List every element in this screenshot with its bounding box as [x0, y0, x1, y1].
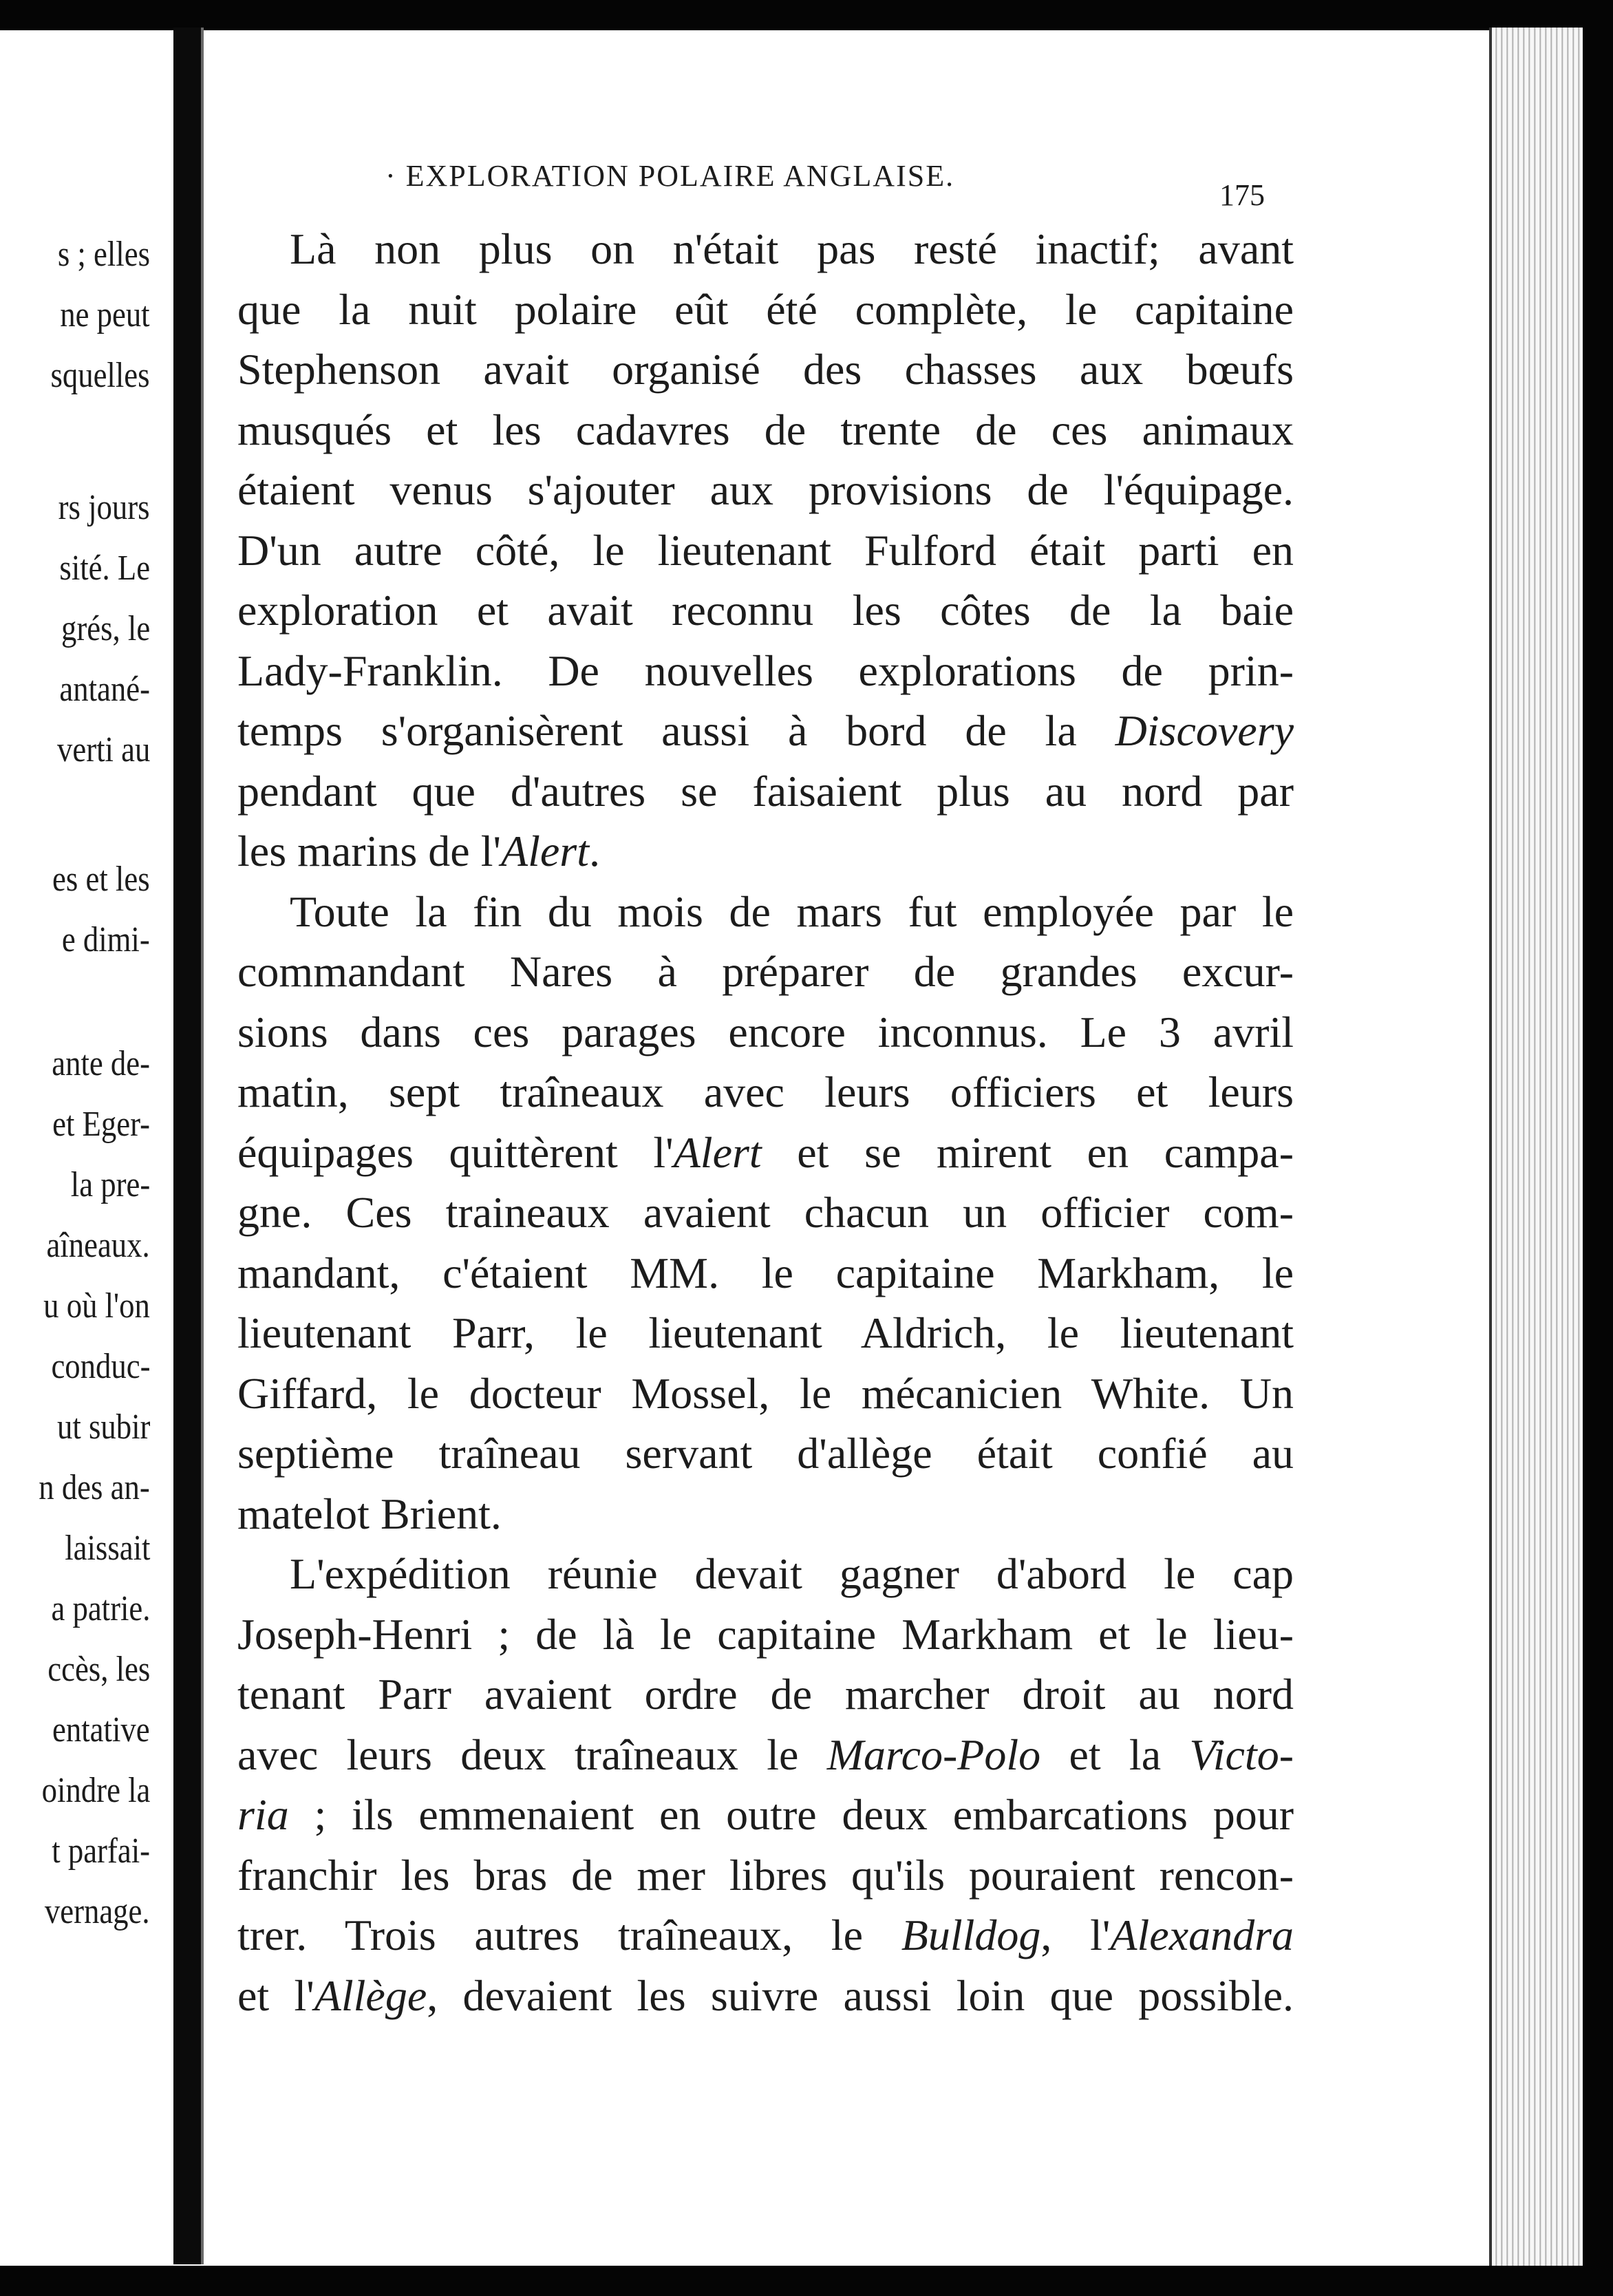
left-page-line: squelles: [50, 356, 150, 395]
text-line: [237, 1002, 1294, 1063]
italic-title: Alexandra: [1110, 1911, 1294, 1959]
text-line: [237, 1363, 1294, 1424]
italic-title: Bulldog: [901, 1911, 1041, 1959]
text-run: musqués et les cadavres de trente de ces animaux: [237, 405, 1294, 454]
left-page-line: vernage.: [45, 1892, 150, 1931]
gutter-edge: [201, 28, 204, 2264]
left-page-line: e dimi-: [62, 920, 150, 959]
left-page-line: la pre-: [70, 1165, 150, 1204]
text-line: [237, 580, 1294, 641]
left-page-line: verti au: [56, 730, 150, 769]
text-line: [237, 1544, 1294, 1604]
scan-top-border: [0, 0, 1613, 30]
left-page-line: laissait: [64, 1529, 150, 1568]
book-gutter: [173, 28, 201, 2264]
text-run: D'un autre côté, le lieutenant Fulford était parti en: [237, 525, 1294, 575]
text-line: [237, 701, 1294, 761]
left-page-line: aîneaux.: [46, 1226, 150, 1265]
text-run: tenant Parr avaient ordre de marcher droit au nord: [237, 1670, 1294, 1719]
left-page-line: sité. Le: [59, 549, 150, 588]
text-line: [237, 1785, 1294, 1845]
text-run: temps s'organisèrent aussi à bord de la: [237, 706, 1115, 755]
italic-title: Allège: [314, 1970, 427, 2020]
text-line: [237, 942, 1294, 1002]
text-run: pendant que d'autres se faisaient plus au nord par: [237, 766, 1294, 816]
body-text: [237, 219, 1294, 2026]
left-page-line: a patrie.: [50, 1589, 150, 1628]
text-line: [237, 279, 1294, 340]
text-run: Joseph-Henri ; de là le capitaine Markham et le lieu-: [237, 1609, 1294, 1659]
text-line: [237, 1303, 1294, 1363]
text-run: franchir les bras de mer libres qu'ils pouraient rencon-: [237, 1850, 1294, 1900]
text-line: [237, 460, 1294, 520]
text-run: équipages quittèrent l': [237, 1127, 674, 1177]
text-run: et se mirent en campa-: [761, 1127, 1294, 1177]
left-page-line: s ; elles: [57, 235, 150, 274]
italic-title: Alert: [673, 1127, 762, 1177]
left-page-fragment: [0, 0, 165, 2296]
text-line: [237, 520, 1294, 581]
text-line: [237, 1966, 1294, 2026]
text-run: Lady-Franklin. De nouvelles explorations de prin-: [237, 646, 1294, 695]
text-run: Stephenson avait organisé des chasses aux bœufs: [237, 345, 1294, 394]
running-head: · EXPLORATION POLAIRE ANGLAISE.: [385, 159, 955, 193]
text-run: exploration et avait reconnu les côtes de la baie: [237, 586, 1294, 635]
scan-bottom-border: [0, 2266, 1613, 2296]
left-page-line: et Eger-: [52, 1105, 150, 1144]
left-page-line: t parfai-: [52, 1831, 150, 1871]
page-number: 175: [1219, 178, 1265, 212]
left-page-line: es et les: [52, 860, 150, 899]
text-run: les marins de l': [237, 827, 501, 875]
text-line: [237, 1604, 1294, 1665]
left-page-line: n des an-: [39, 1468, 150, 1507]
left-page-line: conduc-: [50, 1347, 150, 1386]
text-run: Toute la fin du mois de mars fut employée par le: [290, 886, 1294, 936]
text-run: , l': [1040, 1911, 1111, 1959]
text-run: Là non plus on n'était pas resté inactif; avant: [290, 224, 1294, 273]
left-page-line: oindre la: [41, 1771, 150, 1810]
text-line: [237, 821, 1294, 882]
text-line: [237, 1123, 1294, 1183]
left-page-line: grés, le: [61, 609, 150, 648]
page-stack: [1492, 28, 1583, 2266]
text-line: [237, 400, 1294, 460]
text-run: trer. Trois autres traîneaux, le: [237, 1911, 901, 1959]
text-run: gne. Ces traineaux avaient chacun un officier com-: [237, 1188, 1294, 1237]
text-run: , devaient les suivre aussi loin que possible.: [427, 1970, 1294, 2020]
left-page-line: ut subir: [56, 1407, 150, 1447]
text-run: étaient venus s'ajouter aux provisions de l'équipage.: [237, 465, 1294, 514]
left-page-line: ante de-: [52, 1044, 150, 1083]
text-line: [237, 1062, 1294, 1123]
left-page-line: u où l'on: [43, 1286, 150, 1326]
left-page-line: antané-: [59, 670, 150, 709]
text-run: commandant Nares à préparer de grandes excur-: [237, 947, 1294, 996]
italic-title: Victo-: [1189, 1730, 1294, 1779]
text-line: [237, 1182, 1294, 1243]
text-run: avec leurs deux traîneaux le: [237, 1730, 827, 1779]
italic-title: Discovery: [1115, 706, 1294, 755]
italic-title: Alert: [501, 827, 589, 875]
left-page-line: rs jours: [58, 488, 150, 527]
text-line: [237, 219, 1294, 279]
text-line: [237, 1243, 1294, 1304]
text-run: matelot Brient.: [237, 1489, 502, 1538]
italic-title: Marco-Polo: [826, 1730, 1041, 1779]
text-line: [237, 1664, 1294, 1725]
text-run: et la: [1040, 1730, 1190, 1779]
text-line: [237, 1845, 1294, 1906]
text-run: L'expédition réunie devait gagner d'abord le cap: [290, 1549, 1294, 1598]
text-run: et l': [237, 1970, 314, 2020]
text-run: sions dans ces parages encore inconnus. Le 3 avril: [237, 1007, 1294, 1056]
left-page-line: entative: [52, 1710, 150, 1750]
text-run: mandant, c'étaient MM. le capitaine Markham, le: [237, 1248, 1294, 1297]
left-page-line: ne peut: [60, 295, 150, 334]
text-run: Giffard, le docteur Mossel, le mécanicien White. Un: [237, 1368, 1294, 1418]
text-line: [237, 882, 1294, 942]
text-line: [237, 761, 1294, 822]
text-line: [237, 1423, 1294, 1484]
text-line: [237, 339, 1294, 400]
scan-right-border: [1583, 0, 1613, 2296]
text-line: [237, 1484, 1294, 1544]
left-page-line: ccès, les: [47, 1650, 150, 1689]
text-run: septième traîneau servant d'allège était confié au: [237, 1429, 1294, 1478]
text-run: lieutenant Parr, le lieutenant Aldrich, le lieutenant: [237, 1308, 1294, 1357]
text-line: [237, 1905, 1294, 1966]
text-run: que la nuit polaire eût été complète, le capitaine: [237, 284, 1294, 334]
text-run: matin, sept traîneaux avec leurs officiers et leurs: [237, 1067, 1294, 1116]
italic-title: ria: [237, 1790, 289, 1839]
text-run: ; ils emmenaient en outre deux embarcations pour: [288, 1790, 1294, 1839]
text-line: [237, 1725, 1294, 1785]
text-run: .: [588, 827, 600, 875]
text-line: [237, 641, 1294, 701]
